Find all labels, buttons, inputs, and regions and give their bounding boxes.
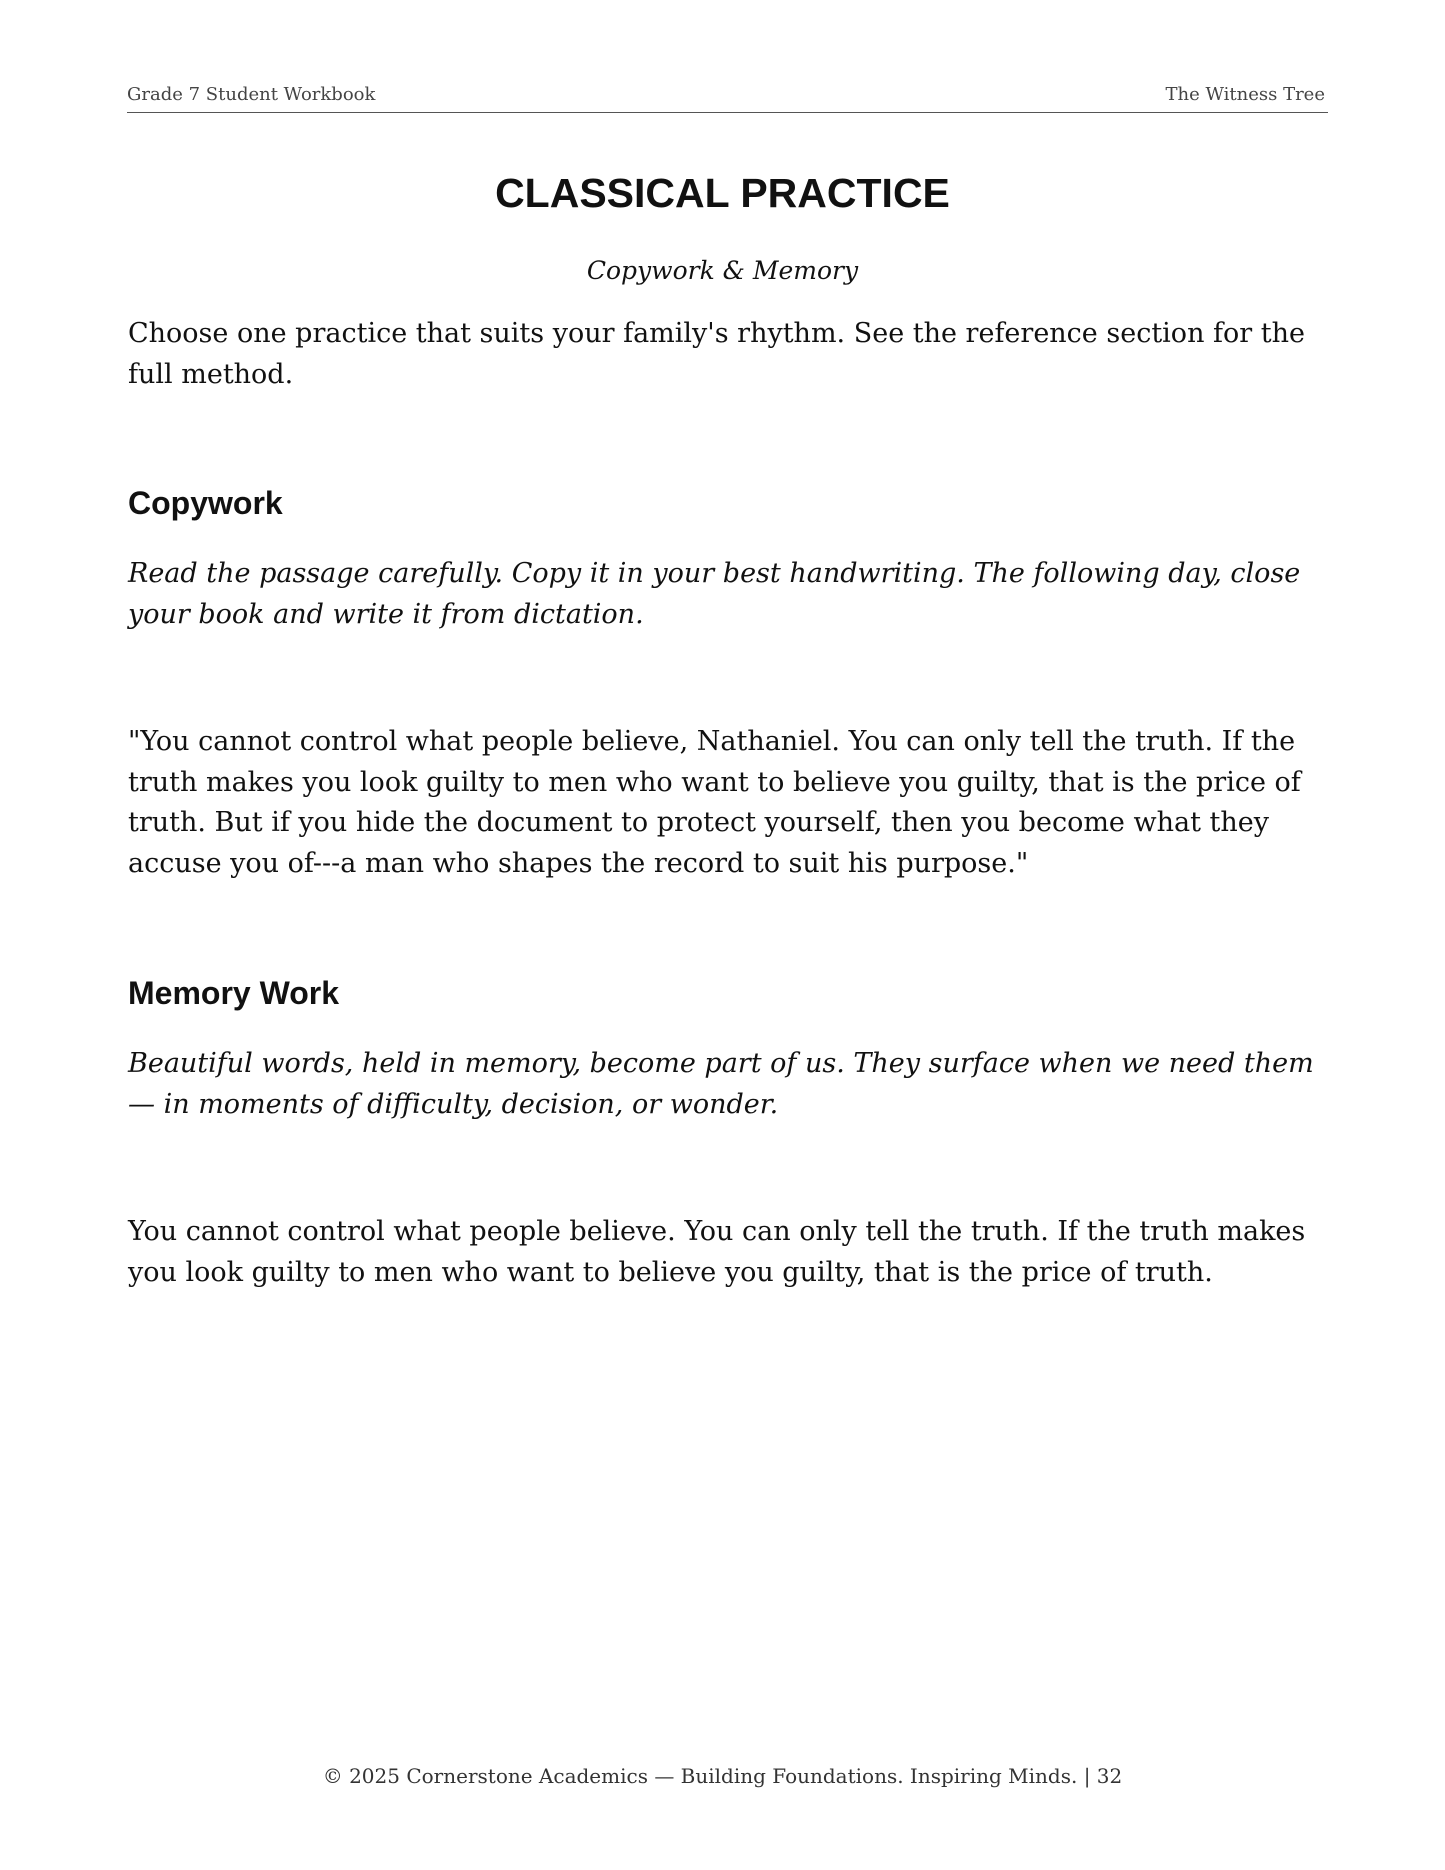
header-unit-title: The Witness Tree (1165, 84, 1325, 105)
copywork-passage: "You cannot control what people believe, Nathaniel. You can only tell the truth. If the truth makes you look guilty to men who want to believe you guilty, that is the price of truth. But if you hide the document to protect yourself, then you become what they accuse you of---a man who shapes the record to suit his purpose." (128, 726, 1301, 879)
memory-work-instructions: Beautiful words, held in memory, become part of us. They surface when we need them — in moments of difficulty, decision, or wonder. (128, 1048, 1314, 1120)
copywork-instructions: Read the passage carefully. Copy it in your best handwriting. The following day, close your book and write it from dictation. (128, 558, 1301, 630)
copywork-heading: Copywork (128, 485, 283, 521)
page-header (127, 84, 1328, 113)
page-footer: © 2025 Cornerstone Academics — Building Foundations. Inspiring Minds. | 32 (322, 1764, 1123, 1788)
intro-paragraph: Choose one practice that suits your family's rhythm. See the reference section for the full method. (128, 318, 1305, 390)
header-book-title: Grade 7 Student Workbook (127, 84, 376, 105)
memory-work-heading: Memory Work (128, 975, 340, 1011)
memory-work-passage: You cannot control what people believe. You can only tell the truth. If the truth makes you look guilty to men who want to believe you guilty, that is the price of truth. (128, 1216, 1306, 1288)
page-subtitle: Copywork & Memory (586, 256, 859, 285)
page-title: CLASSICAL PRACTICE (495, 170, 950, 216)
